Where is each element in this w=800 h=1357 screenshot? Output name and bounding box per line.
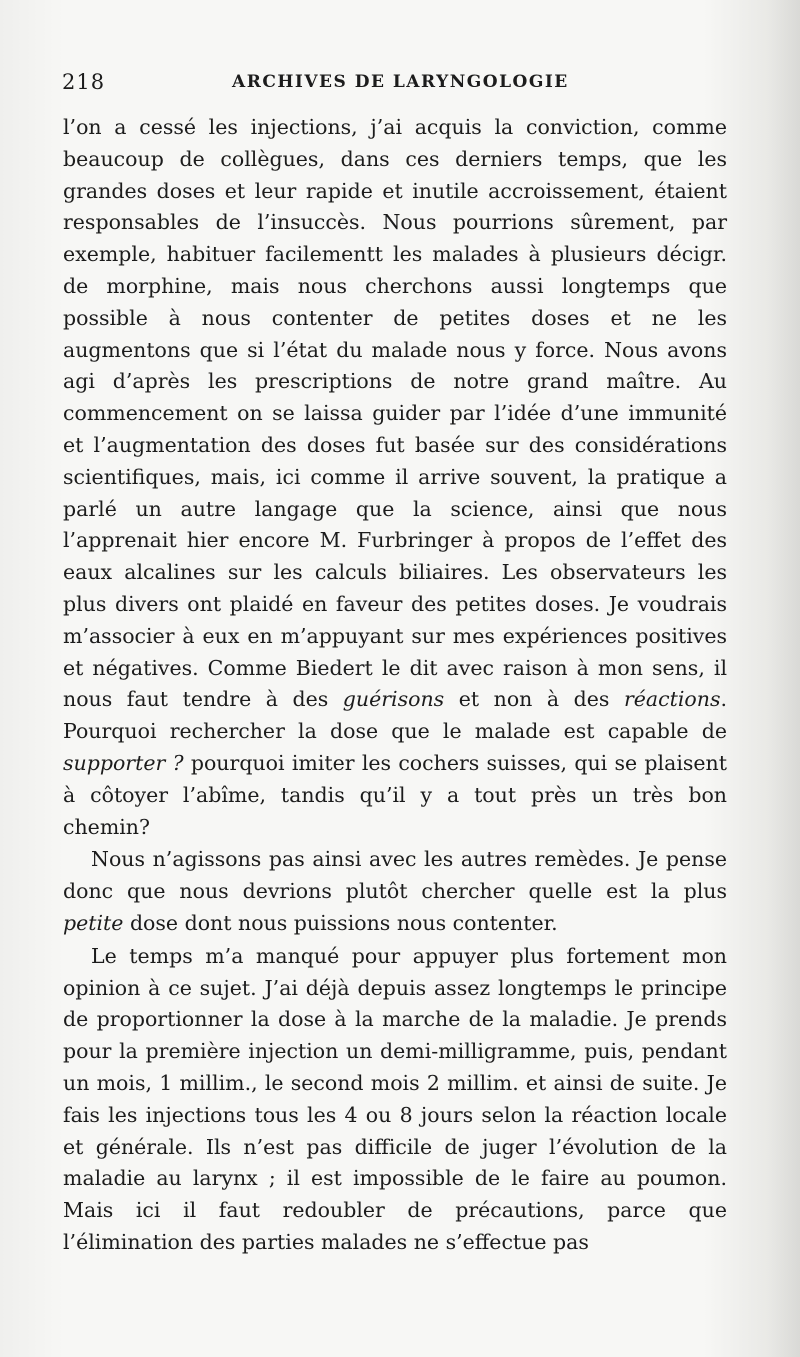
text-run: pourquoi imiter les cochers suisses, qui se plaisent à côtoyer l’abîme, tandis qu’il y a tout près un très bon chemin? (63, 750, 727, 839)
text-run: Le temps m’a manqué pour appuyer plus fortement mon opinion à ce sujet. J’ai déjà depuis assez longtemps le principe de proportionner la dose à la marche de la maladie. Je prends pour la première injection un demi-milligramme, puis, pendant un mois, 1 millim., le second mois 2 millim. et ainsi de suite. Je fais les injections tous les 4 ou 8 jours selon la réaction locale et générale. Ils n’est pas difficile de juger l’évolution de la maladie au larynx ; il est impossible de le faire au poumon. Mais ici il faut redoubler de précautions, parce que l’élimination des parties malades ne s’effectue pas (63, 943, 727, 1254)
paragraph (63, 112, 727, 843)
page-header (62, 70, 722, 100)
body-text (63, 112, 727, 1259)
text-run: Nous n’agissons pas ainsi avec les autres remèdes. Je pense donc que nous devrions plutôt chercher quelle est la plus (63, 847, 727, 904)
italic-term: petite (63, 910, 124, 935)
text-run: et non à des (444, 687, 624, 712)
running-title: ARCHIVES DE LARYNGOLOGIE (232, 72, 569, 92)
text-run: dose dont nous puissions nous contenter. (123, 910, 558, 935)
italic-term: supporter ? (63, 750, 184, 775)
italic-term: guérisons (342, 687, 445, 712)
paragraph (63, 844, 727, 939)
text-run: . Pourquoi rechercher la dose que le malade est capable de (63, 687, 727, 744)
paragraph (63, 941, 727, 1259)
text-run: l’on a cessé les injections, j’ai acquis la conviction, comme beaucoup de collègues, dans ces derniers temps, que les grandes doses et leur rapide et inutile accroissement, étaient responsables de l’insuccès. Nous pourrions sûrement, par exemple, habituer facilementt les malades à plusieurs décigr. de morphine, mais nous cherchons aussi longtemps que possible à nous contenter de petites doses et ne les augmentons que si l’état du malade nous y force. Nous avons agi d’après les prescriptions de notre grand maître. Au commencement on se laissa guider par l’idée d’une immunité et l’augmentation des doses fut basée sur des considérations scientifiques, mais, ici comme il arrive souvent, la pratique a parlé un autre langage que la science, ainsi que nous l’apprenait hier encore M. Furbringer à propos de l’effet des eaux alcalines sur les calculs biliaires. Les observateurs les plus divers ont plaidé en faveur des petites doses. Je voudrais m’associer à eux en m’appuyant sur mes expériences positives et négatives. Comme Biedert le dit avec raison à mon sens, il nous faut tendre à des (63, 115, 727, 712)
page-number: 218 (62, 70, 106, 94)
italic-term: réactions (623, 687, 721, 712)
